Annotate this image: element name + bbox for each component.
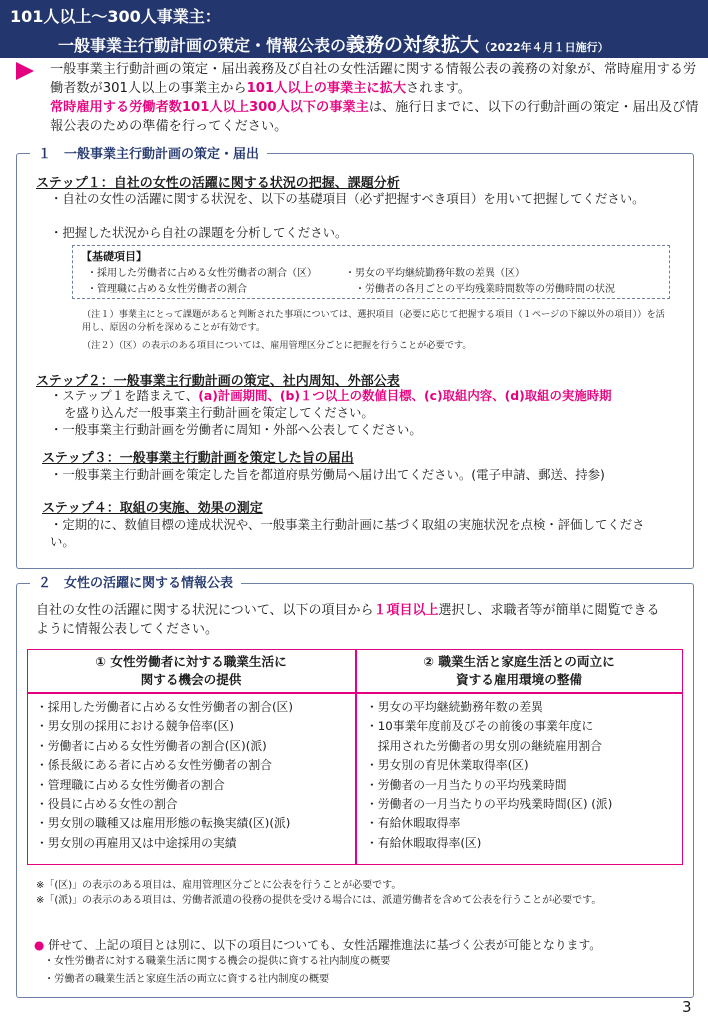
table-header-left-line2: 関する機会の提供	[140, 672, 242, 687]
list-item: ・採用した労働者に占める女性労働者の割合(区)	[36, 700, 293, 714]
list-item: ・労働者に占める女性労働者の割合(区)(派)	[36, 738, 267, 753]
list-item: ・労働者の一月当たりの平均残業時間	[366, 777, 567, 792]
header-title-line2	[58, 30, 609, 57]
step2-item1-text-end: を盛り込んだ一般事業主行動計画を策定してください。	[64, 405, 374, 420]
list-item: ・10事業年度前及びその前後の事業年度に	[366, 719, 594, 734]
intro-p1: 一般事業主行動計画の策定・届出義務及び自社の女性活躍に関する情報公表の義務の対象が、常時雇用する労働者数が301人以上の事業主から	[50, 62, 697, 96]
step1-item1: ・自社の女性の活躍に関する状況を、以下の基礎項目（必ず把握すべき項目）を用いて把握してください。	[50, 191, 645, 206]
section2-intro-text-end: 選択し、求職者等が簡単に閲覧できるように情報公表してください。	[36, 603, 660, 637]
intro-text	[50, 60, 700, 136]
page-header	[0, 0, 708, 58]
additional-disclosure-text: 併せて、上記の項目とは別に、以下の項目についても、女性活躍推進法に基づく公表が可能となります。	[48, 938, 602, 952]
step2-item1	[50, 387, 670, 421]
basic-items-title: 【基礎項目】	[81, 250, 147, 263]
section2-title: ２ 女性の活躍に関する情報公表	[30, 572, 241, 591]
table-left-list	[36, 698, 293, 853]
list-item: ・男女別の育児休業取得率(区)	[366, 758, 529, 773]
step2-title: ステップ２：一般事業主行動計画の策定、社内周知、外部公表	[36, 374, 400, 389]
table-header-right-line1: ② 職業生活と家庭生活との両立に	[423, 654, 615, 669]
table-header-right	[356, 650, 682, 693]
footnote2: ※「(派)」の表示のある項目は、労働者派遣の役務の提供を受ける場合には、派遣労働者を含めて公表を行うことが必要です。	[36, 895, 602, 906]
list-item: ・管理職に占める女性労働者の割合	[36, 777, 225, 792]
header-title-main: 一般事業主行動計画の策定・情報公表の	[58, 36, 347, 55]
step4-title: ステップ４：取組の実施、効果の測定	[42, 501, 263, 516]
additional-disclosure	[34, 937, 674, 953]
header-title-emphasis: 義務の対象拡大	[346, 34, 480, 56]
list-item: ・有給休暇取得率(区)	[366, 835, 482, 850]
additional-item: ・女性労働者に対する職業生活に関する機会の提供に資する社内制度の概要	[44, 956, 391, 967]
list-item: ・係長級にある者に占める女性労働者の割合	[36, 758, 272, 773]
additional-item: ・労働者の職業生活と家庭生活の両立に資する社内制度の概要	[44, 974, 330, 985]
list-item: ・男女別の再雇用又は中途採用の実績	[36, 835, 237, 850]
header-title-line1: 101人以上～300人事業主：	[10, 7, 221, 26]
note2: （注２）（区）の表示のある項目については、雇用管理区分ごとに把握を行うことが必要です。	[82, 340, 472, 351]
arrow-right-icon	[16, 62, 34, 80]
bullet-icon: ●	[34, 938, 45, 952]
table-header-left	[28, 650, 354, 693]
disclosure-table	[27, 649, 683, 865]
list-item: ・男女の平均継続勤務年数の差異	[366, 700, 543, 714]
table-divider-horizontal	[28, 692, 682, 694]
list-item: ・男女別の職種又は雇用形態の転換実績(区)(派)	[36, 816, 291, 831]
basic-item: ・労働者の各月ごとの平均残業時間数等の労働時間の状況	[355, 284, 615, 295]
table-header-right-line2: 資する雇用環境の整備	[456, 672, 582, 687]
intro-p1-end: されます。	[406, 81, 471, 96]
section2-intro	[36, 601, 672, 639]
list-item: ・有給休暇取得率	[366, 816, 461, 831]
section1-title: １ 一般事業主行動計画の策定・届出	[30, 143, 267, 162]
step2-item1-highlight: (a)計画期間、(b)１つ以上の数値目標、(c)取組内容、(d)取組の実施時期	[198, 388, 612, 403]
list-item: ・役員に占める女性の割合	[36, 797, 178, 812]
section2-intro-highlight: １項目以上	[373, 603, 439, 618]
step3-item1: ・一般事業主行動計画を策定した旨を都道府県労働局へ届け出てください。(電子申請、郵送、持参)	[50, 467, 605, 482]
step4-item1: ・定期的に、数値目標の達成状況や、一般事業主行動計画に基づく取組の実施状況を点検・評価してください。	[50, 517, 645, 549]
page-number: 3	[682, 998, 692, 1016]
step1-title: ステップ１：自社の女性の活躍に関する状況の把握、課題分析	[36, 176, 400, 191]
intro-p1-highlight: 101人以上の事業主に拡大	[246, 81, 407, 96]
section2-intro-text: 自社の女性の活躍に関する状況について、以下の項目から	[36, 603, 374, 618]
step1-item2: ・把握した状況から自社の課題を分析してください。	[50, 225, 348, 240]
intro-p2-highlight: 常時雇用する労働者数101人以上300人以下の事業主	[50, 100, 369, 115]
table-divider-vertical	[355, 650, 357, 864]
note1: （注１）事業主にとって課題があると判断された事項については、選択項目（必要に応じて把握する項目（１ページの下線以外の項目））を活用し、原因の分析を深めることが有効です。	[82, 309, 665, 333]
basic-item: ・管理職に占める女性労働者の割合	[87, 284, 247, 295]
table-header-left-line1: ① 女性労働者に対する職業生活に	[95, 654, 287, 669]
step2-item1-text: ・ステップ１を踏まえて、	[50, 388, 199, 403]
step2-item2: ・一般事業主行動計画を労働者に周知・外部へ公表してください。	[50, 422, 422, 437]
list-item: 採用された労働者の男女別の継続雇用割合	[366, 738, 602, 753]
table-right-list	[366, 698, 612, 853]
basic-items-box	[72, 245, 670, 299]
step3-title: ステップ３：一般事業主行動計画を策定した旨の届出	[42, 451, 354, 466]
header-date: （2022年４月１日施行）	[479, 41, 609, 54]
basic-item: ・男女の平均継続勤務年数の差異（区）	[345, 268, 525, 279]
list-item: ・労働者の一月当たりの平均残業時間(区) (派)	[366, 797, 613, 812]
list-item: ・男女別の採用における競争倍率(区)	[36, 719, 234, 734]
intro-p2: は、施行日までに、以下の行動計画の策定・届出及び情報公表のための準備を行ってください。	[50, 100, 699, 134]
basic-item: ・採用した労働者に占める女性労働者の割合（区）	[87, 268, 317, 279]
footnote1: ※「(区)」の表示のある項目は、雇用管理区分ごとに公表を行うことが必要です。	[36, 880, 402, 891]
